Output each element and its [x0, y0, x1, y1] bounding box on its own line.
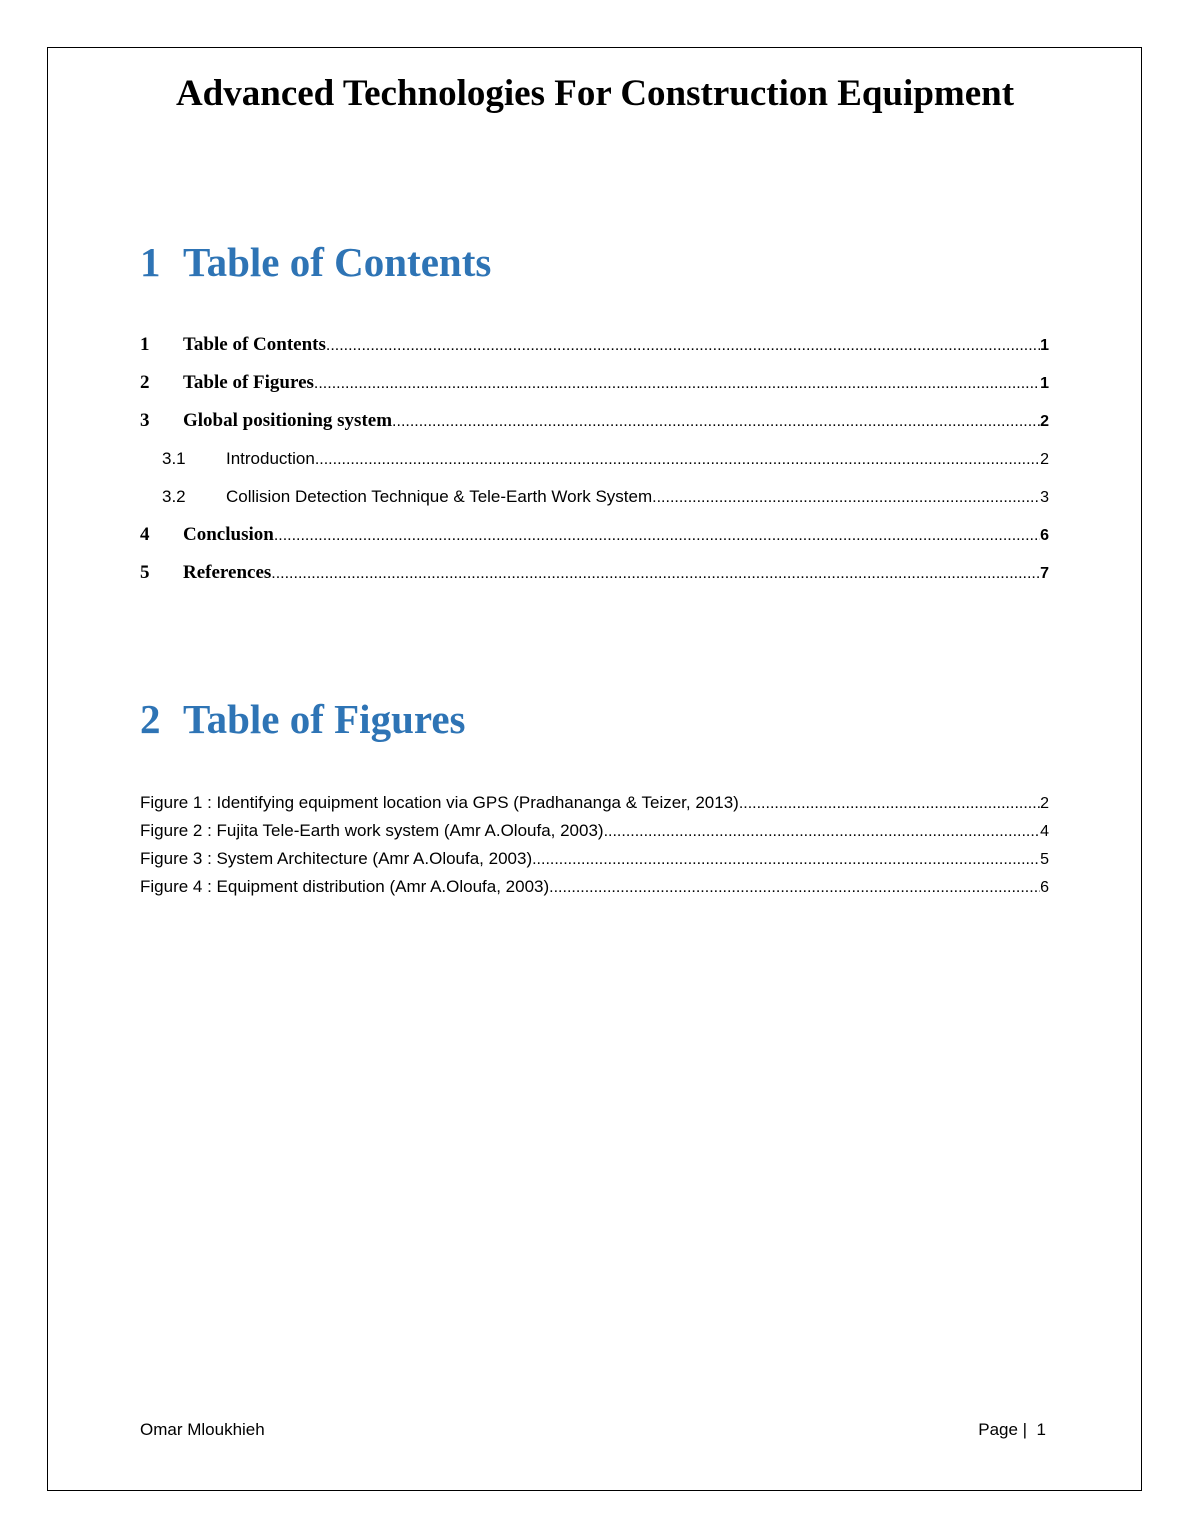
toc-entry[interactable] — [140, 372, 1049, 394]
dot-leader — [274, 524, 1040, 546]
toc-page: 7 — [1040, 565, 1049, 582]
toc-number: 1 — [140, 334, 150, 355]
toc-number: 4 — [140, 524, 150, 545]
figure-entry[interactable] — [140, 793, 1049, 813]
dot-leader — [326, 334, 1040, 356]
toc-number: 3.2 — [162, 487, 186, 506]
toc-text: Global positioning system — [183, 410, 393, 431]
figure-page: 4 — [1040, 823, 1049, 840]
toc-page: 3 — [1040, 489, 1049, 506]
figure-text: Figure 4 : Equipment distribution (Amr A.Oloufa, 2003) — [140, 877, 550, 896]
toc-entry[interactable] — [140, 334, 1049, 356]
toc-text: References — [183, 562, 272, 583]
document-title: Advanced Technologies For Construction Equipment — [175, 73, 1015, 114]
figure-page: 2 — [1040, 795, 1049, 812]
figure-page: 6 — [1040, 879, 1049, 896]
toc-entry[interactable] — [140, 487, 1049, 507]
toc-number: 5 — [140, 562, 150, 583]
figure-text: Figure 2 : Fujita Tele-Earth work system (Amr A.Oloufa, 2003) — [140, 821, 604, 840]
dot-leader — [271, 562, 1040, 584]
toc-page: 6 — [1040, 527, 1049, 544]
dot-leader — [739, 793, 1040, 813]
toc-text: Collision Detection Technique & Tele-Earth Work System — [226, 487, 653, 506]
dot-leader — [652, 487, 1040, 507]
toc-text: Introduction — [226, 449, 315, 468]
toc-text: Conclusion — [183, 524, 274, 545]
toc-entry[interactable] — [140, 449, 1049, 469]
toc-text: Table of Figures — [183, 372, 314, 393]
toc-page: 2 — [1040, 413, 1049, 430]
figure-text: Figure 1 : Identifying equipment location via GPS (Pradhananga & Teizer, 2013) — [140, 793, 739, 812]
figure-entry[interactable] — [140, 821, 1049, 841]
heading-table-of-contents — [140, 238, 491, 286]
toc-number: 3 — [140, 410, 150, 431]
dot-leader — [392, 410, 1040, 432]
toc-page: 1 — [1040, 337, 1049, 354]
toc-text: Table of Contents — [183, 334, 326, 355]
figure-page: 5 — [1040, 851, 1049, 868]
heading-number: 2 — [140, 696, 161, 742]
heading-text: Table of Figures — [183, 696, 466, 742]
dot-leader — [314, 372, 1040, 394]
heading-text: Table of Contents — [183, 239, 492, 285]
dot-leader — [315, 449, 1040, 469]
footer-author: Omar Mloukhieh — [140, 1420, 265, 1439]
dot-leader — [604, 821, 1041, 841]
dot-leader — [549, 877, 1040, 897]
toc-entry[interactable] — [140, 410, 1049, 432]
footer-page-number: Page | 1 — [978, 1420, 1046, 1439]
toc-number: 2 — [140, 372, 150, 393]
toc-entry[interactable] — [140, 562, 1049, 584]
toc-number: 3.1 — [162, 449, 186, 468]
heading-table-of-figures — [140, 695, 465, 743]
figure-entry[interactable] — [140, 877, 1049, 897]
dot-leader — [532, 849, 1040, 869]
toc-page: 1 — [1040, 375, 1049, 392]
heading-number: 1 — [140, 239, 161, 285]
figure-text: Figure 3 : System Architecture (Amr A.Oloufa, 2003) — [140, 849, 533, 868]
figure-entry[interactable] — [140, 849, 1049, 869]
toc-page: 2 — [1040, 451, 1049, 468]
toc-entry[interactable] — [140, 524, 1049, 546]
